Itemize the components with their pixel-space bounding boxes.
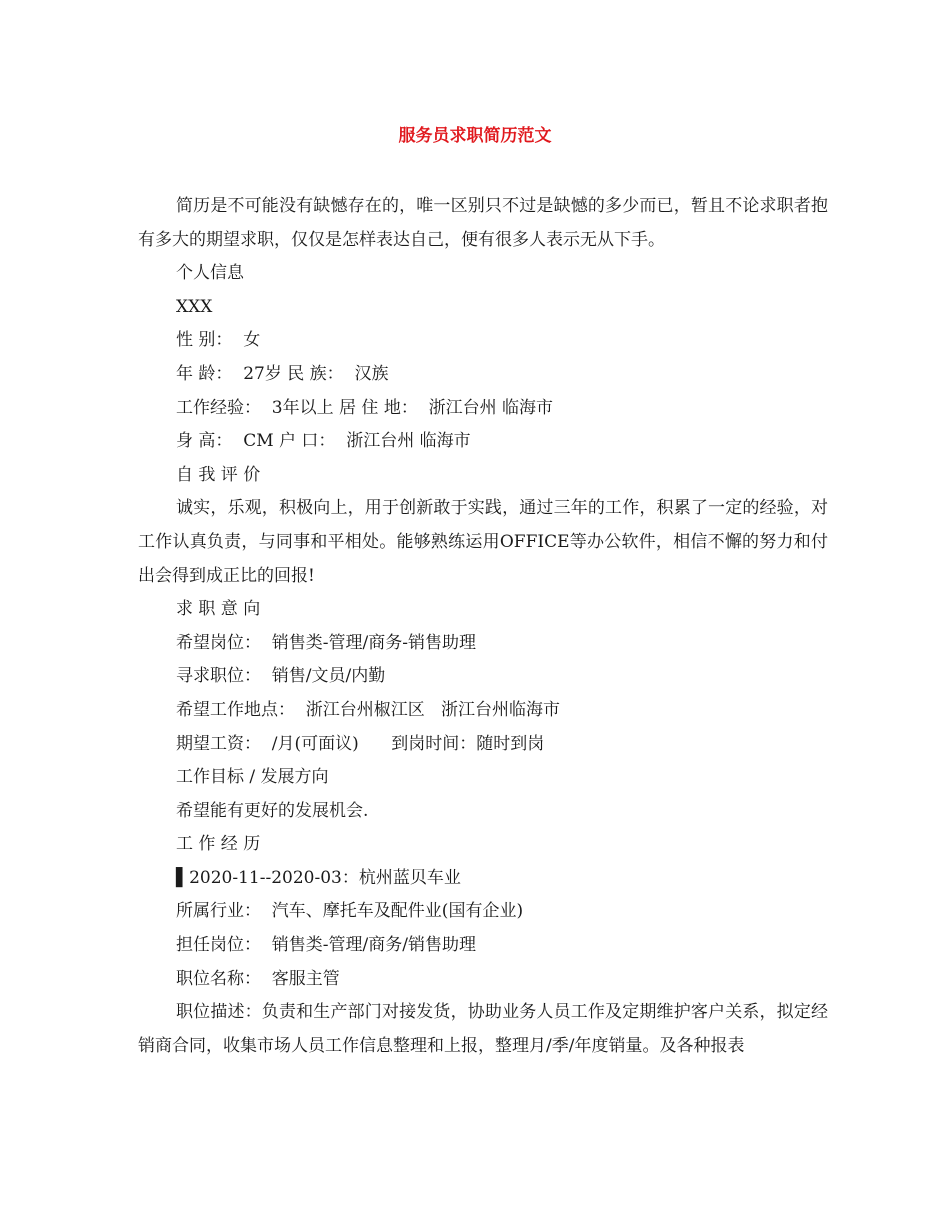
intro-paragraph: 简历是不可能没有缺憾存在的，唯一区别只不过是缺憾的多少而已，暂且不论求职者抱有多大的期望求职，仅仅是怎样表达自己，便有很多人表示无从下手。 [138, 196, 828, 250]
salary-availability-line: 期望工资： /月(可面议) 到岗时间：随时到岗 [176, 733, 545, 754]
industry-line: 所属行业： 汽车、摩托车及配件业(国有企业) [176, 901, 524, 922]
section-heading-work-history: 工 作 经 历 [176, 834, 261, 855]
experience-residence-line: 工作经验： 3年以上 居 住 地： 浙江台州 临海市 [176, 397, 554, 418]
self-evaluation-paragraph: 诚实，乐观，积极向上，用于创新敢于实践，通过三年的工作，积累了一定的经验，对工作认真负责，与同事和平相处。能够熟练运用OFFICE等办公软件，相信不懈的努力和付出会得到成正比的回报! [138, 498, 828, 586]
job-title-line: 职位名称： 客服主管 [176, 968, 340, 989]
section-heading-goals: 工作目标 / 发展方向 [176, 767, 329, 788]
age-ethnicity-line: 年 龄： 27岁 民 族： 汉族 [176, 363, 389, 384]
section-heading-job-intention: 求 职 意 向 [176, 599, 261, 620]
work-entry-header: ▌2020-11--2020-03：杭州蓝贝车业 [176, 867, 461, 888]
name-line: XXX [176, 296, 213, 317]
document-title: 服务员求职简历范文 [398, 126, 552, 146]
gender-line: 性 别： 女 [176, 330, 261, 351]
height-hukou-line: 身 高： CM 户 口： 浙江台州 临海市 [176, 431, 471, 452]
goals-line: 希望能有更好的发展机会. [176, 800, 369, 821]
document-body [138, 190, 828, 1063]
sought-job-line: 寻求职位： 销售/文员/内勤 [176, 666, 386, 687]
desired-position-line: 希望岗位： 销售类-管理/商务-销售助理 [176, 632, 477, 653]
section-heading-self-evaluation: 自 我 评 价 [176, 464, 261, 485]
section-heading-personal-info: 个人信息 [176, 263, 244, 284]
job-description-paragraph: 职位描述：负责和生产部门对接发货，协助业务人员工作及定期维护客户关系，拟定经销商合同，收集市场人员工作信息整理和上报，整理月/季/年度销量。及各种报表 [138, 1002, 828, 1056]
desired-location-line: 希望工作地点： 浙江台州椒江区 浙江台州临海市 [176, 699, 561, 720]
held-position-line: 担任岗位： 销售类-管理/商务/销售助理 [176, 935, 477, 956]
